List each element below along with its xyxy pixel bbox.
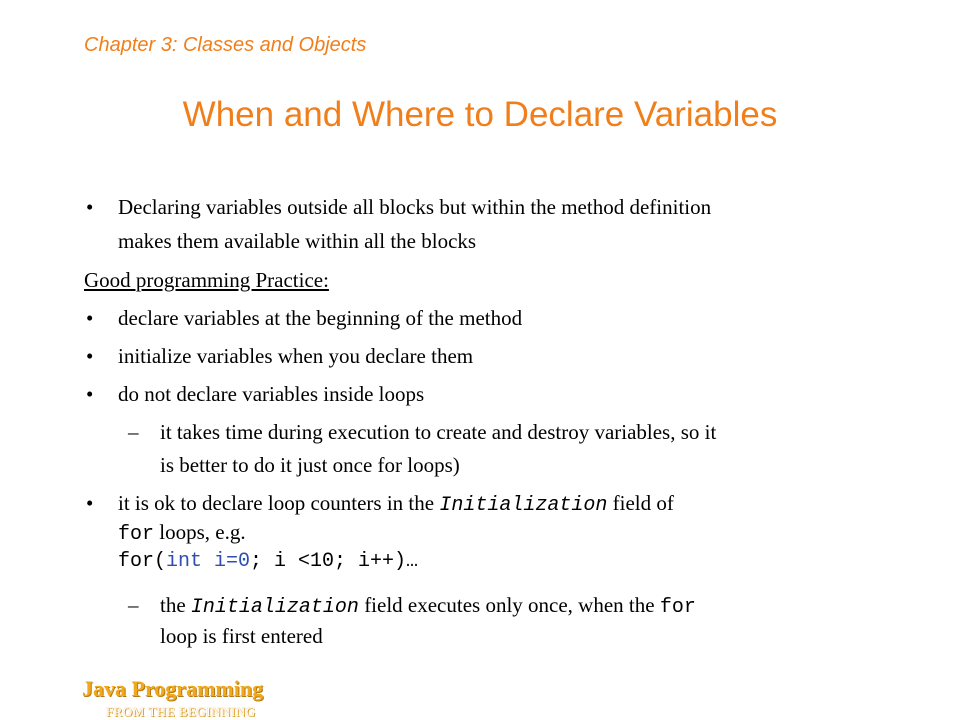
practice-heading: Good programming Practice: xyxy=(84,268,329,292)
sub-1-line-2: is better to do it just once for loops) xyxy=(160,453,460,477)
item-5-line-1 xyxy=(118,489,674,520)
bullet-4: • xyxy=(86,382,94,406)
item-5-code-for: for xyxy=(118,523,155,546)
item-3: initialize variables when you declare them xyxy=(118,344,474,368)
book-subtitle-logo: FROM THE BEGINNING xyxy=(106,704,256,719)
dash-1: – xyxy=(128,420,139,444)
item-5-code-initialization: Initialization xyxy=(439,494,608,517)
bullet-5: • xyxy=(86,491,94,515)
bullet-2: • xyxy=(86,306,94,330)
code-for-keyword: for( xyxy=(118,550,167,573)
sub-2-code-for: for xyxy=(659,596,696,619)
bullet-3: • xyxy=(86,344,94,368)
item-5-text-3: loops, e.g. xyxy=(154,520,246,544)
sub-2-line-2: loop is first entered xyxy=(160,624,323,648)
item-1-line-1: Declaring variables outside all blocks but within the method definition xyxy=(118,195,712,219)
dash-2: – xyxy=(128,593,139,617)
code-loop-rest: ; i <10; i++)… xyxy=(250,550,419,573)
slide-title: When and Where to Declare Variables xyxy=(182,95,778,134)
item-5-line-2 xyxy=(118,518,246,549)
book-title-logo: Java Programming xyxy=(82,676,264,701)
item-2: declare variables at the beginning of the method xyxy=(118,306,523,330)
item-1-line-2: makes them available within all the blocks xyxy=(118,229,477,253)
item-5-text-2: field of xyxy=(607,491,674,515)
code-int-declaration: int i=0 xyxy=(166,550,251,573)
item-4: do not declare variables inside loops xyxy=(118,382,425,406)
sub-2-line-1 xyxy=(160,591,696,622)
sub-2-text-2: field executes only once, when the xyxy=(358,593,660,617)
sub-1-line-1: it takes time during execution to create and destroy variables, so it xyxy=(160,420,717,444)
sub-2-text-1: the xyxy=(160,593,191,617)
item-5-text-1: it is ok to declare loop counters in the xyxy=(118,491,440,515)
sub-2-code-initialization: Initialization xyxy=(190,596,359,619)
bullet-1: • xyxy=(86,195,94,219)
chapter-label: Chapter 3: Classes and Objects xyxy=(84,34,367,56)
code-example xyxy=(118,548,418,576)
